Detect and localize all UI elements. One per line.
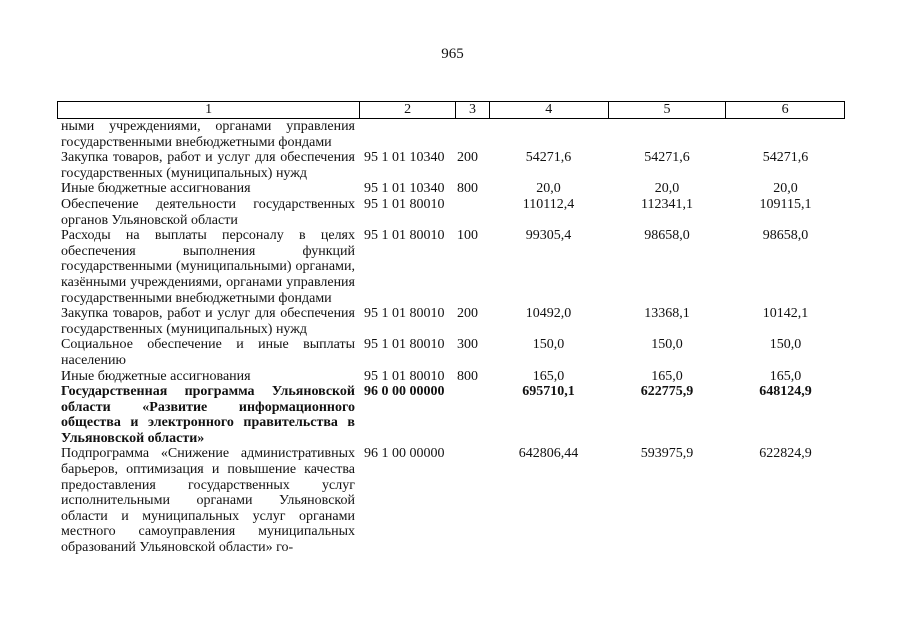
- header-col-3: 3: [455, 102, 489, 118]
- page-number: 965: [441, 46, 464, 62]
- row-name: Обеспечение деятельности государственных органов Ульяновской области: [61, 196, 355, 228]
- row-value-6: 98658,0: [762, 228, 809, 244]
- row-value-5: 20,0: [654, 181, 680, 197]
- row-code: 95 1 01 80010: [364, 306, 445, 322]
- budget-table: [57, 101, 845, 556]
- row-value-5: 54271,6: [644, 150, 690, 166]
- row-value-6: 109115,1: [759, 196, 812, 212]
- row-expense-type: [455, 446, 489, 555]
- row-name: Иные бюджетные ассигнования: [61, 368, 251, 384]
- row-value-6: 20,0: [773, 181, 798, 197]
- row-value-6: 622824,9: [759, 446, 812, 462]
- header-col-4: 4: [489, 102, 608, 118]
- row-value-5: 98658,0: [644, 228, 690, 244]
- row-expense-type: 300: [457, 337, 478, 353]
- row-value-5: [608, 119, 726, 150]
- row-value-6: [726, 119, 845, 150]
- row-value-4: 110112,4: [522, 196, 575, 212]
- row-name: ными учреждениями, органами управления государственными внебюджетными фондами: [61, 119, 355, 150]
- row-code: 95 1 01 10340: [364, 150, 445, 166]
- header-col-2: 2: [359, 102, 455, 118]
- row-value-4: 165,0: [532, 368, 565, 384]
- row-code: 96 1 00 00000: [364, 446, 445, 462]
- row-value-4: 150,0: [532, 337, 565, 353]
- row-value-4: 695710,1: [522, 384, 575, 400]
- header-col-6: 6: [725, 102, 844, 118]
- row-value-5: 112341,1: [641, 196, 693, 212]
- row-name: Иные бюджетные ассигнования: [61, 181, 251, 197]
- row-name: Расходы на выплаты персоналу в целях обеспечения выполнения функций государственными (муниципальными) органами, казёнными учреждениями, органами управления государственными внебюджетными фондами: [61, 228, 355, 306]
- table-row: [57, 369, 845, 385]
- table-row: [57, 384, 845, 446]
- row-value-4: [489, 119, 608, 150]
- header-col-1: 1: [205, 102, 213, 117]
- row-value-6: 54271,6: [762, 150, 809, 166]
- row-value-5: 622775,9: [640, 384, 694, 400]
- row-value-5: 13368,1: [644, 306, 690, 322]
- row-code: 95 1 01 80010: [364, 196, 445, 212]
- row-value-4: 10492,0: [525, 306, 572, 322]
- table-row: [57, 446, 845, 555]
- row-name: Подпрограмма «Снижение административных барьеров, оптимизация и повышение качества предоставления государственных услуг исполнительными органами Ульяновской области и муниципальных услуг органами местного самоуправления муниципальных образований Ульяновской области» го-: [61, 446, 355, 556]
- table-body: [57, 119, 845, 556]
- row-value-6: 648124,9: [759, 384, 812, 400]
- row-value-4: 99305,4: [525, 228, 572, 244]
- table-row: [57, 181, 845, 197]
- row-expense-type: [455, 119, 489, 150]
- table-row: [57, 197, 845, 228]
- row-expense-type: [455, 384, 489, 446]
- row-value-5: 150,0: [651, 337, 683, 353]
- row-code: 95 1 01 80010: [364, 368, 445, 384]
- row-code: 95 1 01 10340: [364, 181, 445, 197]
- row-name: Закупка товаров, работ и услуг для обеспечения государственных (муниципальных) нужд: [61, 306, 355, 337]
- row-value-4: 54271,6: [525, 150, 572, 166]
- row-expense-type: 800: [457, 368, 478, 384]
- row-name: Государственная программа Ульяновской области «Развитие информационного общества и электронного правительства в Ульяновской области»: [61, 384, 355, 446]
- row-value-6: 150,0: [769, 337, 802, 353]
- table-header: [57, 101, 845, 119]
- header-col-5: 5: [608, 102, 726, 118]
- row-code: 95 1 01 80010: [364, 228, 445, 244]
- row-expense-type: 200: [457, 150, 478, 166]
- table-row: [57, 228, 845, 306]
- row-expense-type: 100: [457, 228, 478, 244]
- table-row: [57, 337, 845, 368]
- row-value-4: 642806,44: [518, 446, 579, 462]
- row-name: Социальное обеспечение и иные выплаты населению: [61, 337, 355, 368]
- row-value-5: 165,0: [651, 368, 683, 384]
- row-name: Закупка товаров, работ и услуг для обеспечения государственных (муниципальных) нужд: [61, 150, 355, 181]
- row-code: 95 1 01 80010: [364, 337, 445, 353]
- row-code: [359, 119, 455, 150]
- table-row: [57, 150, 845, 181]
- row-value-6: 165,0: [769, 368, 802, 384]
- row-expense-type: [455, 197, 489, 228]
- row-expense-type: 800: [457, 181, 478, 197]
- row-value-6: 10142,1: [762, 306, 809, 322]
- row-value-4: 20,0: [536, 181, 561, 197]
- row-value-5: 593975,9: [640, 446, 694, 462]
- table-row: [57, 306, 845, 337]
- row-code: 96 0 00 00000: [364, 384, 445, 400]
- table-row: [57, 119, 845, 150]
- row-expense-type: 200: [457, 306, 478, 322]
